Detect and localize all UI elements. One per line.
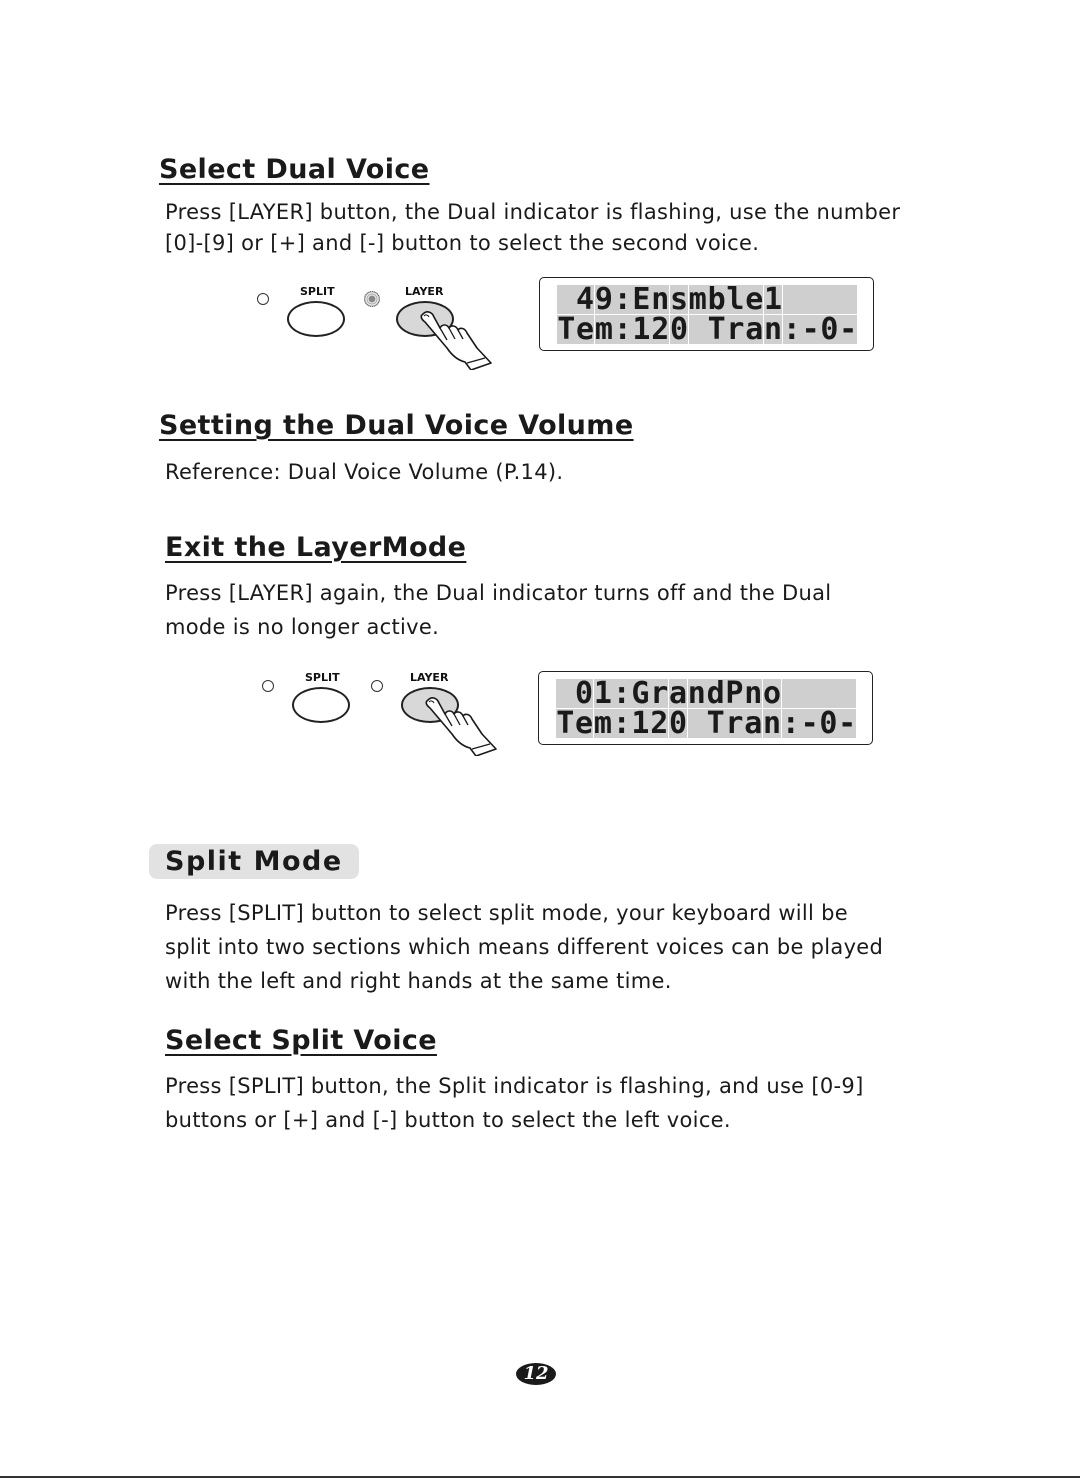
bottom-rule	[0, 1476, 1080, 1478]
lcd-char-cell: :	[613, 285, 632, 314]
lcd-char-cell: E	[632, 285, 651, 314]
paragraph-line: with the left and right hands at the same time.	[165, 969, 672, 993]
lcd-char-cell	[820, 285, 839, 314]
page-number: 12	[516, 1363, 556, 1385]
lcd-char-cell: 1	[763, 285, 783, 314]
paragraph-line: Press [LAYER] again, the Dual indicator turns off and the Dual	[165, 581, 832, 605]
lcd-char-cell: T	[707, 315, 726, 344]
lcd-char-cell: n	[763, 315, 783, 344]
lcd-char-cell: m	[594, 315, 613, 344]
lcd-line-2	[557, 315, 858, 344]
lcd-char-cell: n	[687, 679, 706, 708]
lcd-char-cell	[782, 679, 801, 708]
lcd-char-cell: r	[650, 679, 669, 708]
paragraph-line: [0]-[9] or [+] and [-] button to select the second voice.	[165, 231, 760, 255]
lcd-line-2	[556, 709, 857, 738]
lcd-char-cell: b	[707, 285, 726, 314]
lcd-line-1	[556, 679, 857, 708]
split-indicator-led	[257, 293, 269, 305]
lcd-line-1	[557, 285, 858, 314]
lcd-char-cell: -	[838, 709, 857, 738]
lcd-char-cell: T	[556, 709, 575, 738]
lcd-char-cell: l	[726, 285, 745, 314]
paragraph-line: buttons or [+] and [-] button to select the left voice.	[165, 1108, 731, 1132]
lcd-char-cell	[557, 285, 576, 314]
paragraph-line: Press [LAYER] button, the Dual indicator is flashing, use the number	[165, 200, 901, 224]
lcd-char-cell: 0	[575, 679, 594, 708]
lcd-char-cell	[819, 679, 838, 708]
lcd-char-cell: 0	[670, 315, 689, 344]
pressing-hand-icon	[420, 694, 500, 756]
lcd-char-cell: :	[612, 709, 631, 738]
lcd-char-cell: T	[557, 315, 576, 344]
lcd-char-cell: o	[762, 679, 782, 708]
lcd-display-1	[539, 277, 874, 351]
lcd-display-2	[538, 671, 873, 745]
paragraph-line: Reference: Dual Voice Volume (P.14).	[165, 460, 564, 484]
lcd-char-cell: n	[651, 285, 670, 314]
lcd-char-cell: :	[782, 315, 801, 344]
split-indicator-led	[262, 680, 274, 692]
lcd-char-cell: a	[745, 315, 764, 344]
lcd-char-cell: a	[744, 709, 763, 738]
lcd-char-cell: :	[613, 315, 632, 344]
layer-button-label: LAYER	[410, 671, 449, 684]
lcd-char-cell: 4	[576, 285, 595, 314]
lcd-char-cell: :	[612, 679, 631, 708]
split-button-label: SPLIT	[300, 285, 335, 298]
lcd-char-cell: m	[593, 709, 612, 738]
split-button[interactable]	[292, 687, 350, 723]
lcd-char-cell: e	[745, 285, 764, 314]
lcd-char-cell: 1	[631, 709, 650, 738]
layer-button-label: LAYER	[405, 285, 444, 298]
lcd-char-cell: d	[706, 679, 725, 708]
lcd-char-cell: -	[839, 315, 858, 344]
layer-indicator-led-flashing	[364, 291, 380, 307]
paragraph-line: Press [SPLIT] button, the Split indicator is flashing, and use [0-9]	[165, 1074, 864, 1098]
lcd-char-cell	[801, 285, 820, 314]
lcd-char-cell: 0	[819, 709, 838, 738]
lcd-char-cell: n	[762, 709, 782, 738]
section-title-split-mode: Split Mode	[149, 844, 359, 879]
lcd-char-cell: m	[688, 285, 707, 314]
split-button[interactable]	[287, 301, 345, 337]
lcd-char-cell: r	[726, 315, 745, 344]
lcd-char-cell: 2	[651, 315, 670, 344]
lcd-char-cell: 1	[632, 315, 651, 344]
lcd-char-cell	[688, 709, 707, 738]
paragraph-line: mode is no longer active.	[165, 615, 440, 639]
lcd-char-cell: e	[575, 709, 594, 738]
lcd-char-cell: n	[744, 679, 763, 708]
section-title-select-split-voice: Select Split Voice	[165, 1025, 437, 1056]
lcd-char-cell: P	[725, 679, 744, 708]
lcd-char-cell: G	[631, 679, 650, 708]
lcd-char-cell	[689, 315, 708, 344]
lcd-char-cell: e	[576, 315, 595, 344]
lcd-char-cell: 0	[820, 315, 839, 344]
panel-figure-dual-on	[250, 280, 510, 375]
lcd-char-cell: 9	[594, 285, 613, 314]
lcd-char-cell	[556, 679, 575, 708]
lcd-char-cell	[839, 285, 858, 314]
lcd-char-cell: s	[670, 285, 689, 314]
lcd-char-cell	[838, 679, 857, 708]
paragraph-line: Press [SPLIT] button to select split mode, your keyboard will be	[165, 901, 849, 925]
lcd-char-cell: r	[725, 709, 744, 738]
layer-indicator-led-off	[371, 680, 383, 692]
section-title-exit-layer-mode: Exit the LayerMode	[165, 532, 467, 563]
lcd-char-cell: -	[801, 315, 820, 344]
paragraph-line: split into two sections which means different voices can be played	[165, 935, 884, 959]
pressing-hand-icon	[415, 308, 495, 370]
lcd-char-cell	[800, 679, 819, 708]
lcd-char-cell: :	[781, 709, 800, 738]
section-title-dual-voice-volume: Setting the Dual Voice Volume	[159, 410, 634, 441]
lcd-char-cell	[783, 285, 802, 314]
split-button-label: SPLIT	[305, 671, 340, 684]
lcd-char-cell: T	[706, 709, 725, 738]
panel-figure-dual-off	[255, 666, 515, 761]
lcd-char-cell: 0	[669, 709, 688, 738]
lcd-char-cell: -	[800, 709, 819, 738]
lcd-char-cell: 2	[650, 709, 669, 738]
section-title-select-dual-voice: Select Dual Voice	[159, 154, 430, 185]
lcd-char-cell: 1	[593, 679, 612, 708]
lcd-char-cell: a	[669, 679, 688, 708]
